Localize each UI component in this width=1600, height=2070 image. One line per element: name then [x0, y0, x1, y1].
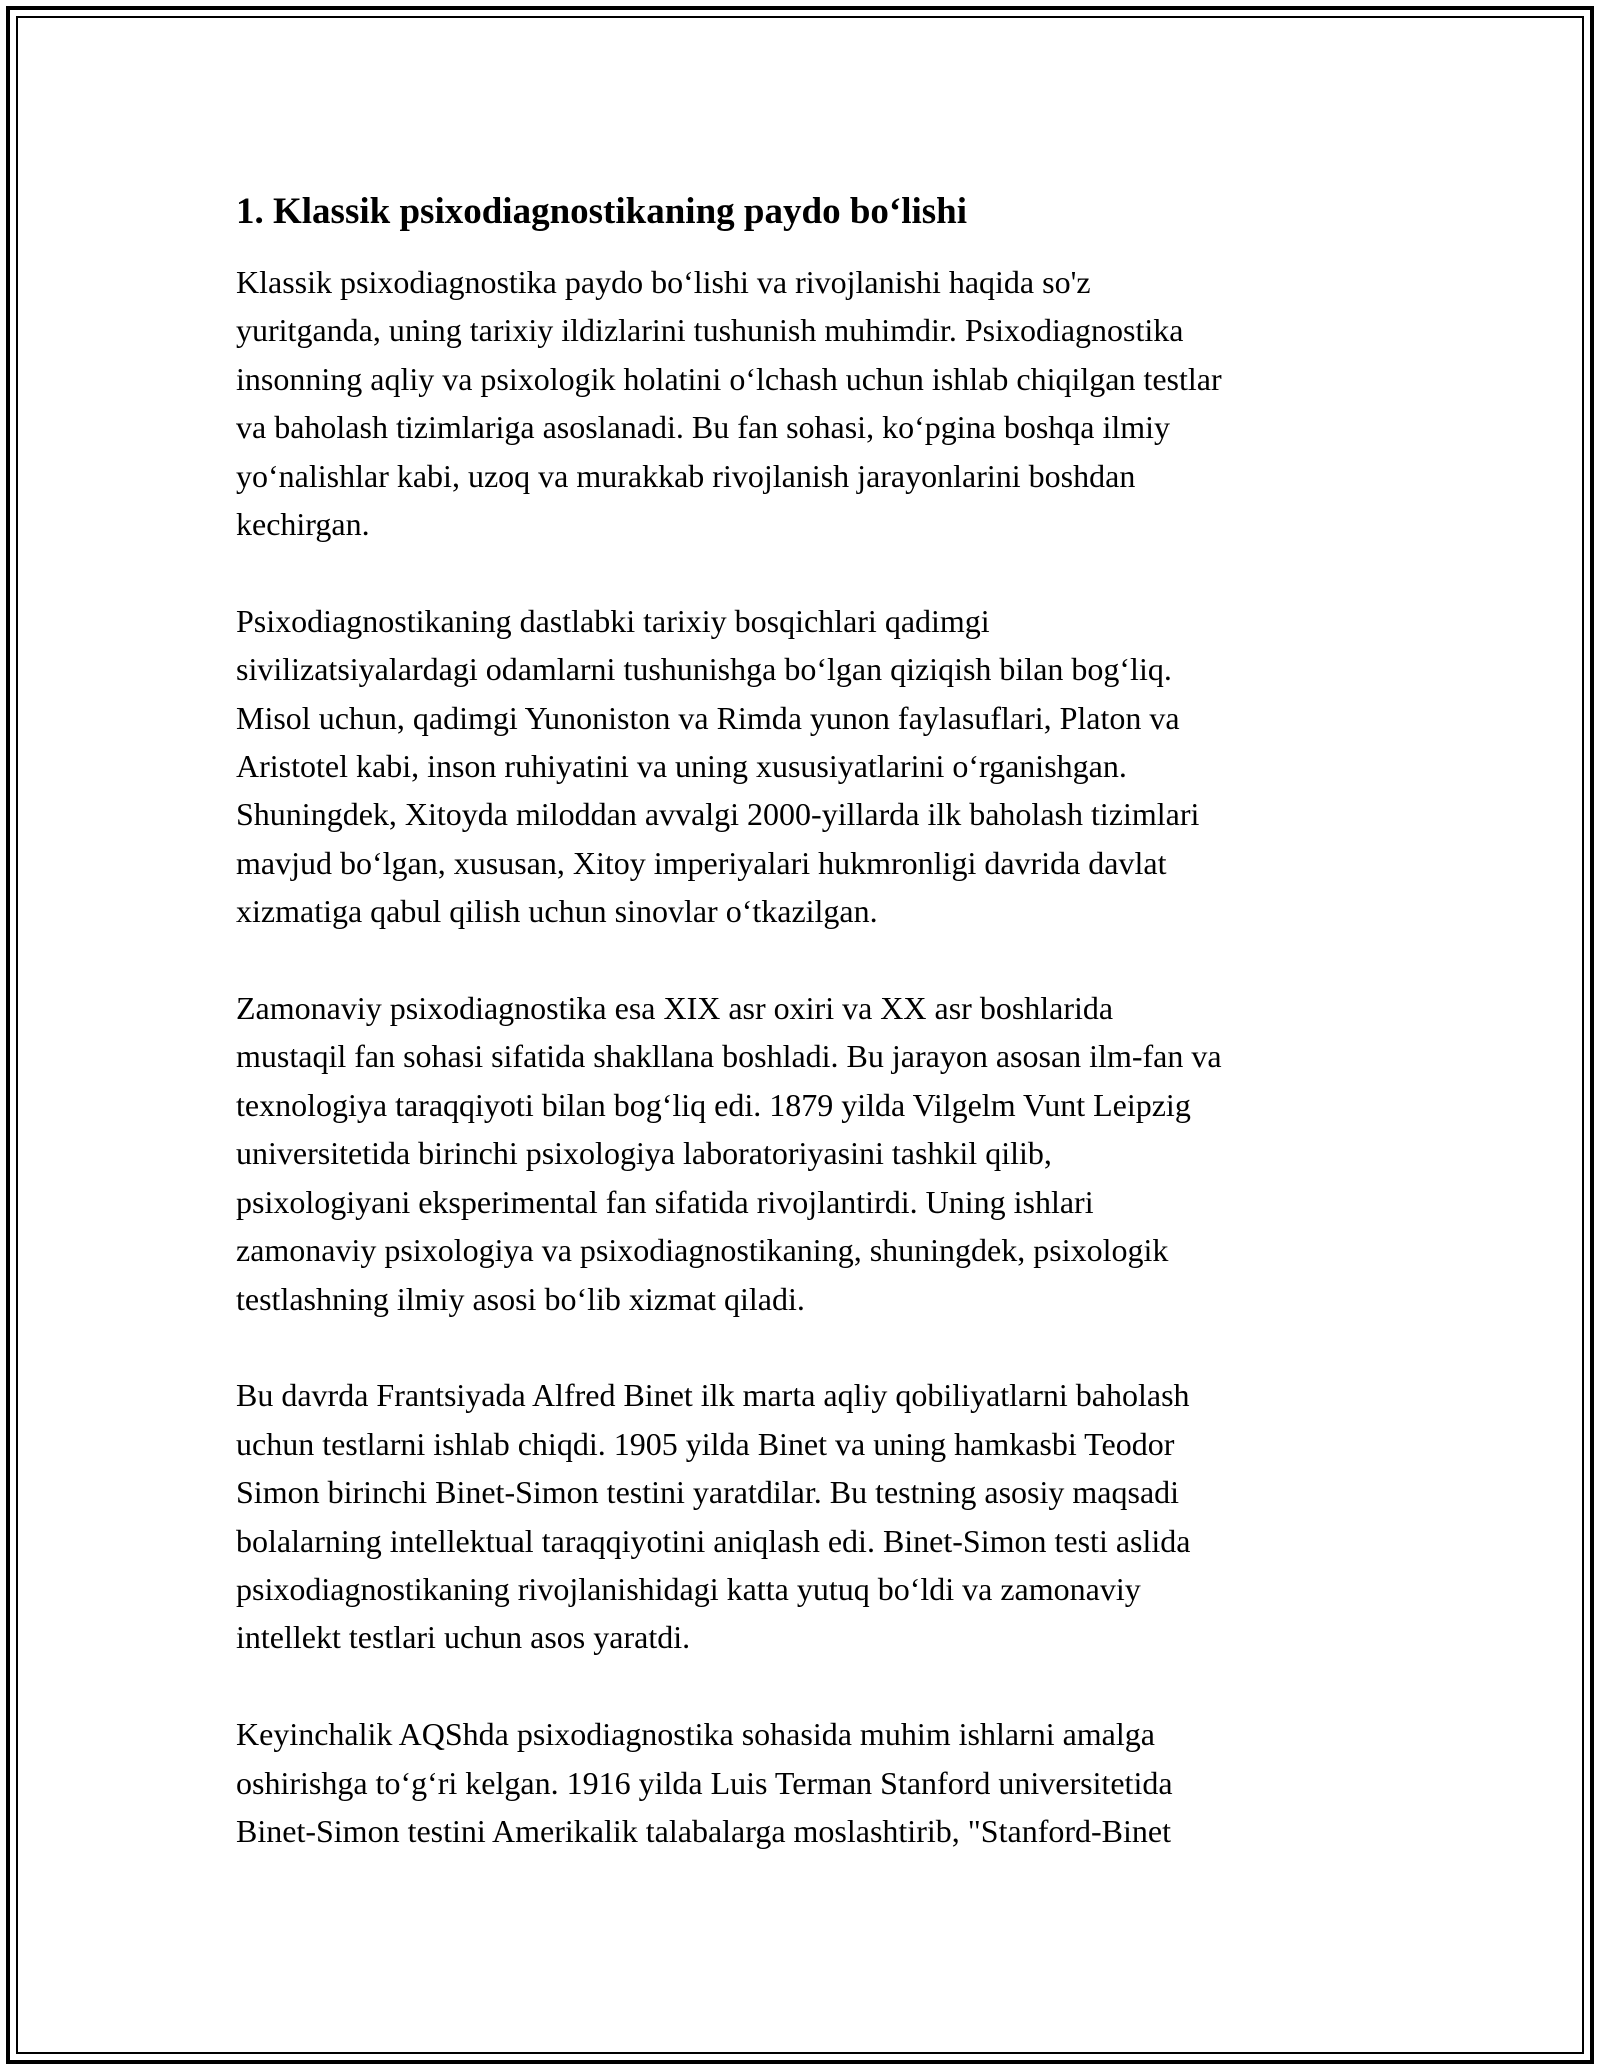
paragraph-1: [236, 258, 1376, 548]
text-line: texnologiya taraqqiyoti bilan bogʻliq edi. 1879 yilda Vilgelm Vunt Leipzig: [236, 1086, 1191, 1123]
text-line: Psixodiagnostikaning dastlabki tarixiy bosqichlari qadimgi: [236, 602, 990, 639]
text-line: universitetida birinchi psixologiya laboratoriyasini tashkil qilib,: [236, 1135, 1052, 1172]
text-line: mustaqil fan sohasi sifatida shakllana boshladi. Bu jarayon asosan ilm-fan va: [236, 1038, 1222, 1075]
text-line: psixodiagnostikaning rivojlanishidagi katta yutuq boʻldi va zamonaviy: [236, 1570, 1141, 1607]
text-line: Binet-Simon testini Amerikalik talabalarga moslashtirib, "Stanford-Binet: [236, 1812, 1171, 1849]
text-line: va baholash tizimlariga asoslanadi. Bu fan sohasi, koʻpgina boshqa ilmiy: [236, 409, 1171, 446]
text-line: xizmatiga qabul qilish uchun sinovlar oʻtkazilgan.: [236, 893, 878, 930]
text-line: bolalarning intellektual taraqqiyotini aniqlash edi. Binet-Simon testi aslida: [236, 1522, 1191, 1559]
document-body: [236, 188, 1376, 1904]
text-line: insonning aqliy va psixologik holatini oʻlchash uchun ishlab chiqilgan testlar: [236, 360, 1222, 397]
text-line: Misol uchun, qadimgi Yunoniston va Rimda yunon faylasuflari, Platon va: [236, 699, 1180, 736]
text-line: kechirgan.: [236, 506, 370, 543]
text-line: Aristotel kabi, inson ruhiyatini va uning xususiyatlarini oʻrganishgan.: [236, 748, 1127, 785]
paragraph-5: [236, 1710, 1376, 1855]
text-line: mavjud boʻlgan, xususan, Xitoy imperiyalari hukmronligi davrida davlat: [236, 844, 1167, 881]
text-line: intellekt testlari uchun asos yaratdi.: [236, 1619, 691, 1656]
text-line: Zamonaviy psixodiagnostika esa XIX asr oxiri va XX asr boshlarida: [236, 990, 1114, 1027]
text-line: Keyinchalik AQShda psixodiagnostika sohasida muhim ishlarni amalga: [236, 1716, 1155, 1753]
paragraph-4: [236, 1371, 1376, 1661]
text-line: yoʻnalishlar kabi, uzoq va murakkab rivojlanish jarayonlarini boshdan: [236, 457, 1136, 494]
text-line: uchun testlarni ishlab chiqdi. 1905 yilda Binet va uning hamkasbi Teodor: [236, 1425, 1175, 1462]
text-line: zamonaviy psixologiya va psixodiagnostikaning, shuningdek, psixologik: [236, 1232, 1169, 1269]
text-line: testlashning ilmiy asosi boʻlib xizmat qiladi.: [236, 1280, 805, 1317]
text-line: Simon birinchi Binet-Simon testini yaratdilar. Bu testning asosiy maqsadi: [236, 1474, 1180, 1511]
section-heading: 1. Klassik psixodiagnostikaning paydo boʻlishi: [236, 191, 968, 232]
text-line: psixologiyani eksperimental fan sifatida rivojlantirdi. Uning ishlari: [236, 1183, 1094, 1220]
text-line: yuritganda, uning tarixiy ildizlarini tushunish muhimdir. Psixodiagnostika: [236, 312, 1184, 349]
paragraph-2: [236, 597, 1376, 936]
text-line: sivilizatsiyalardagi odamlarni tushunishga boʻlgan qiziqish bilan bogʻliq.: [236, 651, 1172, 688]
paragraph-3: [236, 984, 1376, 1323]
text-line: oshirishga toʻgʻri kelgan. 1916 yilda Luis Terman Stanford universitetida: [236, 1764, 1173, 1801]
text-line: Shuningdek, Xitoyda miloddan avvalgi 2000-yillarda ilk baholash tizimlari: [236, 796, 1200, 833]
text-line: Bu davrda Frantsiyada Alfred Binet ilk marta aqliy qobiliyatlarni baholash: [236, 1377, 1190, 1414]
text-line: Klassik psixodiagnostika paydo boʻlishi va rivojlanishi haqida so'z: [236, 264, 1091, 300]
